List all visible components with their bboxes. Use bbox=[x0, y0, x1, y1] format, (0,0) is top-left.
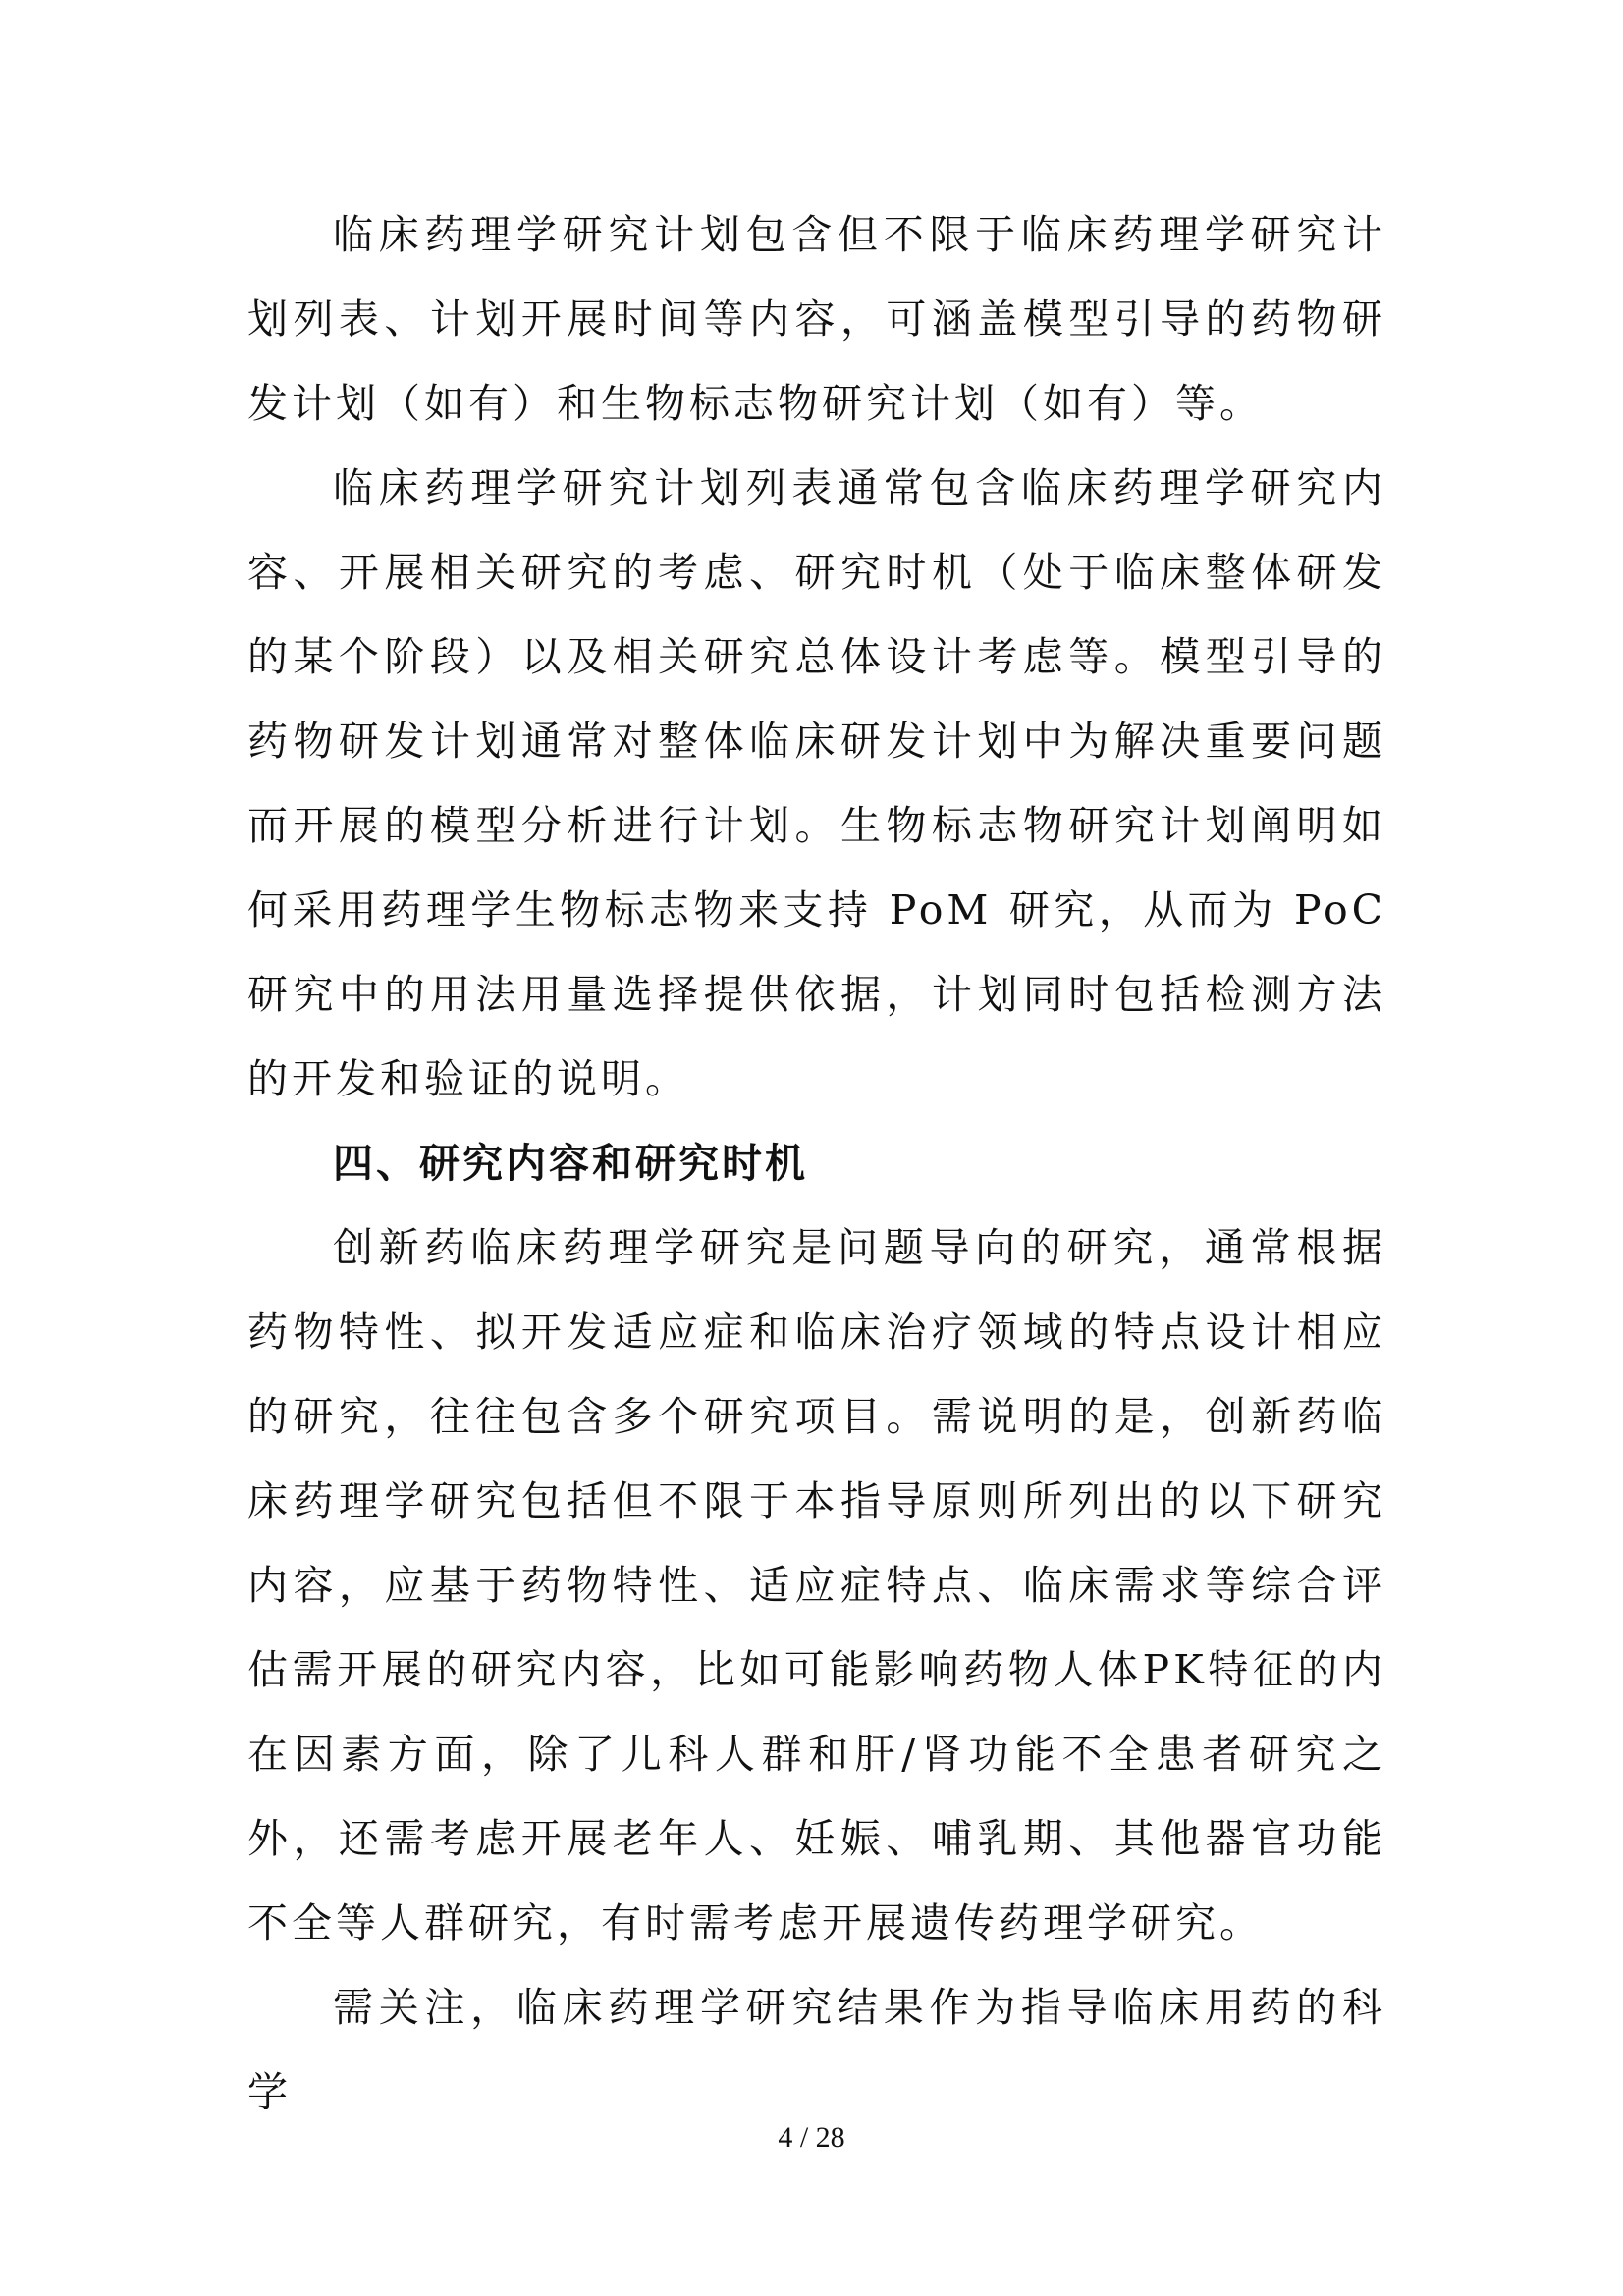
paragraph-plan-list: 临床药理学研究计划列表通常包含临床药理学研究内容、开展相关研究的考虑、研究时机（处于临床整体研发的某个阶段）以及相关研究总体设计考虑等。模型引导的药物研发计划通常对整体临床研发计划中为解决重要问题而开展的模型分析进行计划。生物标志物研究计划阐明如何采用药理学生物标志物来支持 PoM 研究，从而为 PoC 研究中的用法用量选择提供依据，计划同时包括检测方法的开发和验证的说明。 bbox=[247, 464, 1386, 1102]
paragraph-plan-contents: 临床药理学研究计划包含但不限于临床药理学研究计划列表、计划开展时间等内容，可涵盖模型引导的药物研发计划（如有）和生物标志物研究计划（如有）等。 bbox=[247, 211, 1386, 427]
paragraph-research-content: 创新药临床药理学研究是问题导向的研究，通常根据药物特性、拟开发适应症和临床治疗领域的特点设计相应的研究，往往包含多个研究项目。需说明的是，创新药临床药理学研究包括但不限于本指导原则所列出的以下研究内容，应基于药物特性、适应症特点、临床需求等综合评估需开展的研究内容，比如可能影响药物人体PK特征的内在因素方面，除了儿科人群和肝/肾功能不全患者研究之外，还需考虑开展老年人、妊娠、哺乳期、其他器官功能不全等人群研究，有时需考虑开展遗传药理学研究。 bbox=[247, 1224, 1386, 1947]
paragraph-attention: 需关注，临床药理学研究结果作为指导临床用药的科学 bbox=[247, 1984, 1386, 2115]
section-heading: 四、研究内容和研究时机 bbox=[333, 1140, 808, 1187]
page-number: 4 / 28 bbox=[778, 2121, 845, 2154]
page-content bbox=[247, 192, 1386, 2134]
